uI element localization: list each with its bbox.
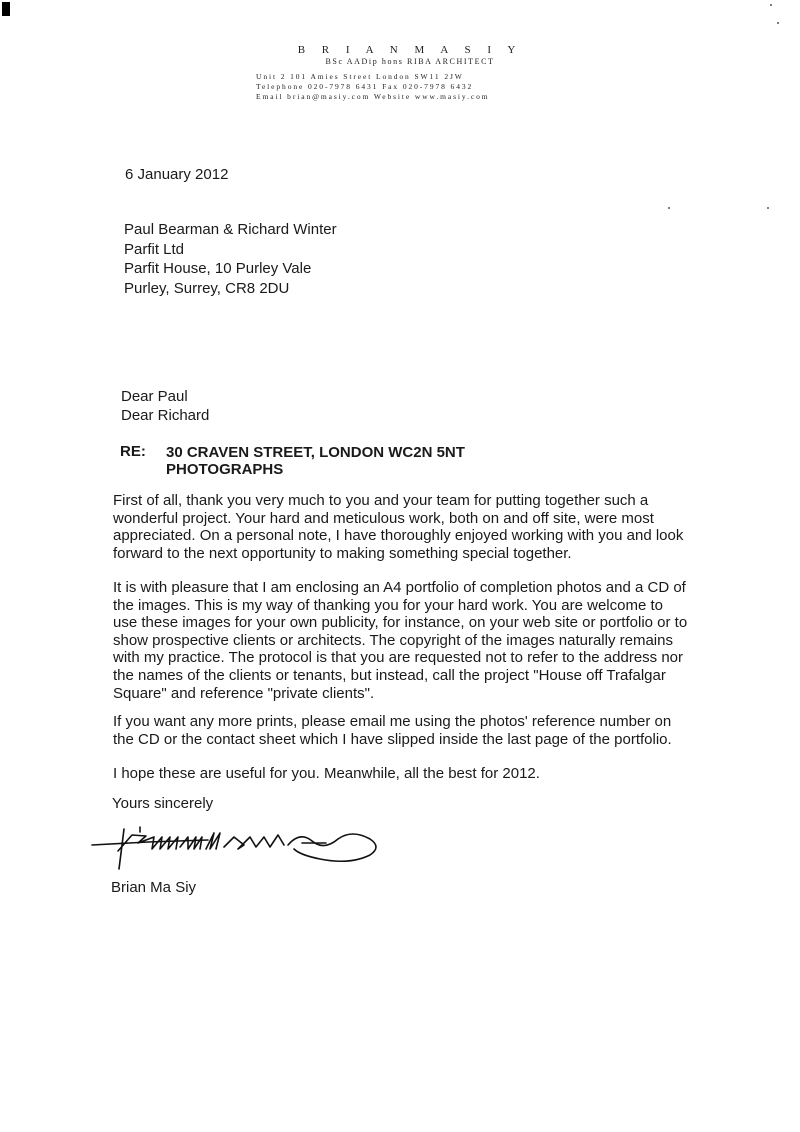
letterhead-address: Unit 2 101 Amies Street London SW11 2JW (256, 72, 464, 81)
subject-lines (166, 444, 465, 478)
letterhead (240, 44, 580, 102)
scan-mark (2, 2, 10, 16)
salutation (121, 387, 209, 425)
scan-speck (668, 207, 670, 209)
body-paragraph-1: First of all, thank you very much to you and your team for putting together such a wonderful project. Your hard and meticulous work, both on and off site, were most appreciated. On a personal note, I have thoroughly enjoyed working with you and look forward to the next opportunity to making something special together. (113, 492, 684, 562)
recipient-address (124, 220, 337, 298)
letterhead-name: B R I A N M A S I Y (297, 44, 523, 56)
scan-speck (777, 22, 779, 24)
scan-speck (767, 207, 769, 209)
recipient-address-line1: Parfit House, 10 Purley Vale (124, 260, 312, 277)
salutation-line1: Dear Paul (121, 388, 188, 405)
letterhead-qualifications: BSc AADip hons RIBA ARCHITECT (325, 57, 495, 66)
subject-line2: PHOTOGRAPHS (166, 461, 284, 478)
closing: Yours sincerely (112, 795, 214, 812)
subject-line1: 30 CRAVEN STREET, LONDON WC2N 5NT (166, 444, 465, 461)
subject-label: RE: (120, 443, 146, 460)
signer-name: Brian Ma Siy (111, 879, 197, 896)
recipient-names: Paul Bearman & Richard Winter (124, 221, 337, 238)
scan-speck (770, 4, 772, 6)
signature (88, 825, 388, 877)
letter-date: 6 January 2012 (125, 166, 229, 183)
letterhead-contact (240, 72, 580, 102)
letterhead-telephone: Telephone 020-7978 6431 Fax 020-7978 6432 (256, 82, 474, 91)
body-paragraph-4: I hope these are useful for you. Meanwhile, all the best for 2012. (113, 765, 540, 782)
recipient-address-line2: Purley, Surrey, CR8 2DU (124, 279, 290, 297)
body-paragraph-2: It is with pleasure that I am enclosing an A4 portfolio of completion photos and a CD of the images. This is my way of thanking you for your hard work. You are welcome to use these images for your own publicity, for instance, on your web site or portfolio or to show prospective clients or architects. The copyright of the images naturally remains with my practice. The protocol is that you are requested not to refer to the address nor the names of the clients or tenants, but instead, call the project "House off Trafalgar Square" and reference "private clients". (113, 579, 688, 702)
recipient-company: Parfit Ltd (124, 240, 185, 258)
salutation-line2: Dear Richard (121, 407, 210, 424)
letterhead-email-web: Email brian@masiy.com Website www.masiy.com (256, 92, 490, 101)
body-paragraph-3: If you want any more prints, please email me using the photos' reference number on the CD or the contact sheet which I have slipped inside the last page of the portfolio. (113, 713, 672, 748)
